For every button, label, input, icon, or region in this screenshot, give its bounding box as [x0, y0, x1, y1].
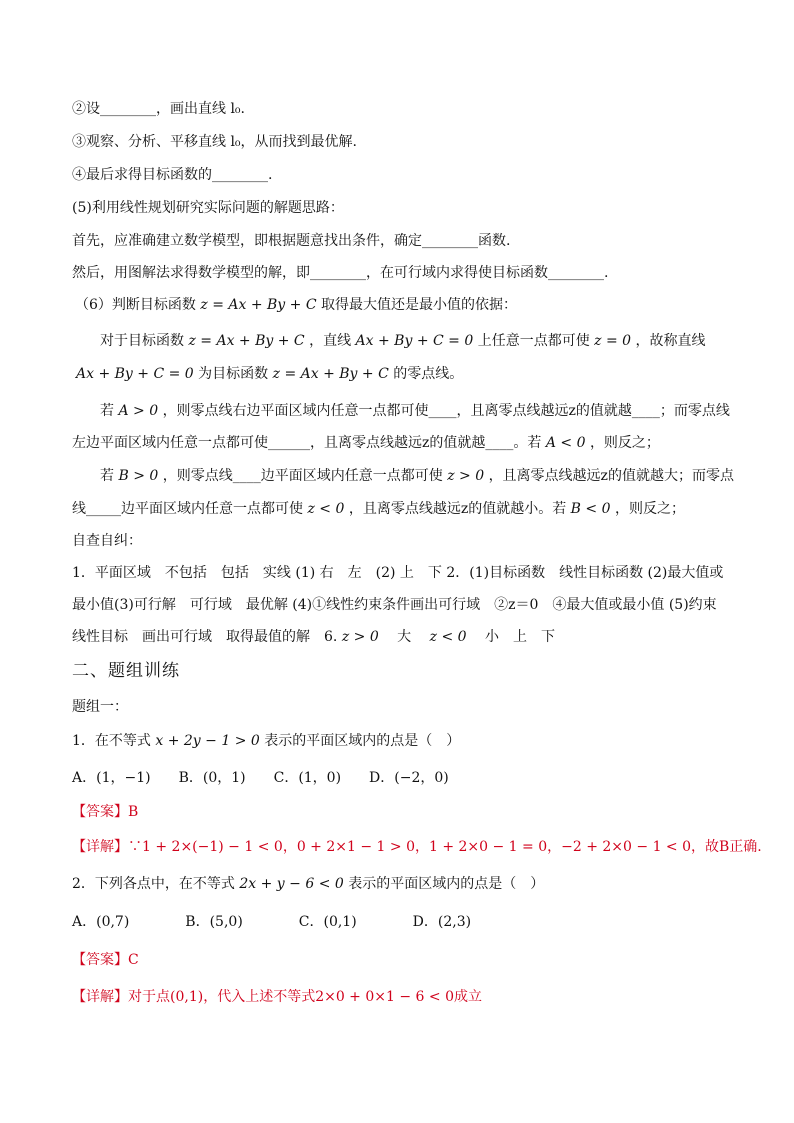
- text-span: 为目标函数: [198, 366, 269, 382]
- text-span: ，则零点线右边平面区域内任意一点都可使____，且离零点线越远z的值就越____；而零点线: [162, 403, 730, 419]
- formula: z = Ax + By + C: [200, 297, 317, 313]
- paragraph-b-line-1: [100, 467, 734, 485]
- question-1: [72, 732, 460, 750]
- formula: B > 0: [118, 468, 159, 484]
- formula: A > 0: [118, 403, 159, 419]
- question-1-explanation: [72, 838, 762, 856]
- text-span: 若: [100, 468, 114, 484]
- paragraph-zero-line-1: [100, 332, 706, 350]
- formula: A < 0: [545, 435, 586, 451]
- text-span: 线_____边平面区域内任意一点都可使: [72, 501, 303, 517]
- text-span: （6）判断目标函数: [75, 297, 196, 313]
- text-span: ，则反之；: [589, 435, 660, 451]
- text-span: ，故称直线: [635, 333, 706, 349]
- formula: Ax + By + C = 0: [355, 333, 474, 349]
- formula: z < 0: [429, 629, 467, 645]
- explanation-text: 对于点(0,1)，代入上述不等式2×0 + 0×1 − 6 < 0成立: [128, 989, 482, 1005]
- section-5-first: 首先，应准确建立数学模型，即根据题意找出条件，确定________函数.: [72, 233, 511, 249]
- formula: z > 0: [341, 629, 379, 645]
- paragraph-b-line-2: [72, 500, 685, 518]
- group-1-label: 题组一：: [72, 699, 128, 715]
- text-span: 小 上 下: [471, 629, 556, 645]
- question-2: [72, 875, 544, 893]
- formula: z = Ax + By + C: [272, 366, 389, 382]
- explanation-label: 【详解】: [72, 839, 128, 855]
- self-check-line-3: [72, 628, 555, 646]
- text-span: 对于目标函数: [100, 333, 184, 349]
- formula: z < 0: [307, 501, 345, 517]
- explanation-label: 【详解】: [72, 989, 128, 1005]
- text-span: 取得最大值还是最小值的依据：: [321, 297, 518, 313]
- answer-value: C: [128, 952, 139, 968]
- text-span: ，且离零点线越远z的值就越大；而零点: [488, 468, 734, 484]
- section-2-heading: 二、题组训练: [72, 661, 180, 681]
- text-span: 1．在不等式: [72, 733, 151, 749]
- question-2-explanation: [72, 988, 482, 1006]
- formula: z = 0: [594, 333, 632, 349]
- text-span: 表示的平面区域内的点是（ ）: [348, 876, 545, 892]
- self-check-line-1: 1．平面区域 不包括 包括 实线 (1) 右 左 (2) 上 下 2．(1)目标函数 线性目标函数 (2)最大值或: [72, 565, 724, 581]
- question-2-answer: [72, 951, 139, 969]
- question-1-answer: [72, 803, 138, 821]
- explanation-text: ∵1 + 2×(−1) − 1 < 0，0 + 2×1 − 1 > 0，1 + 2×0 − 1 = 0，−2 + 2×0 − 1 < 0，故B正确.: [128, 839, 762, 855]
- paragraph-a-line-1: [100, 402, 730, 420]
- answer-value: B: [128, 804, 139, 820]
- question-2-options: A．(0,7) B．(5,0) C．(0,1) D．(2,3): [72, 914, 472, 930]
- formula: 2x + y − 6 < 0: [239, 876, 344, 892]
- formula: z = Ax + By + C: [188, 333, 305, 349]
- text-span: 若: [100, 403, 114, 419]
- text-span: 左边平面区域内任意一点都可使______，且离零点线越远z的值就越____。若: [72, 435, 542, 451]
- paragraph-a-line-2: [72, 434, 660, 452]
- text-span: ，且离零点线越远z的值就越小。若: [348, 501, 567, 517]
- text-span: 上任意一点都可使: [477, 333, 590, 349]
- answer-label: 【答案】: [72, 952, 128, 968]
- question-1-options: A．(1，−1) B．(0，1) C．(1，0) D．(−2，0): [72, 770, 449, 786]
- section-6-title: [75, 296, 517, 314]
- text-span: ，则零点线____边平面区域内任意一点都可使: [162, 468, 443, 484]
- formula: x + 2y − 1 > 0: [155, 733, 260, 749]
- text-span: 表示的平面区域内的点是（ ）: [264, 733, 461, 749]
- section-5-title: (5)利用线性规划研究实际问题的解题思路：: [72, 200, 344, 216]
- self-check-line-2: 最小值(3)可行解 可行域 最优解 (4)①线性约束条件画出可行域 ②z＝0 ④最大值或最小值 (5)约束: [72, 597, 717, 613]
- section-5-then: 然后，用图解法求得数学模型的解，即________，在可行域内求得使目标函数________.: [72, 265, 609, 281]
- self-check-title: 自查自纠：: [72, 533, 142, 549]
- text-span: 线性目标 画出可行域 取得最值的解 6.: [72, 629, 338, 645]
- text-span: 大: [383, 629, 426, 645]
- text-span: 2．下列各点中，在不等式: [72, 876, 235, 892]
- text-span: ，则反之；: [614, 501, 685, 517]
- text-span: ，直线: [309, 333, 352, 349]
- formula: z > 0: [447, 468, 485, 484]
- step-2-line: ②设________，画出直线 l₀.: [72, 101, 245, 117]
- paragraph-zero-line-2: [76, 365, 463, 383]
- step-3-line: ③观察、分析、平移直线 l₀，从而找到最优解.: [72, 134, 357, 150]
- formula: Ax + By + C = 0: [76, 366, 194, 382]
- text-span: 的零点线。: [393, 366, 464, 382]
- step-4-line: ④最后求得目标函数的________.: [72, 167, 273, 183]
- formula: B < 0: [570, 501, 611, 517]
- answer-label: 【答案】: [72, 804, 128, 820]
